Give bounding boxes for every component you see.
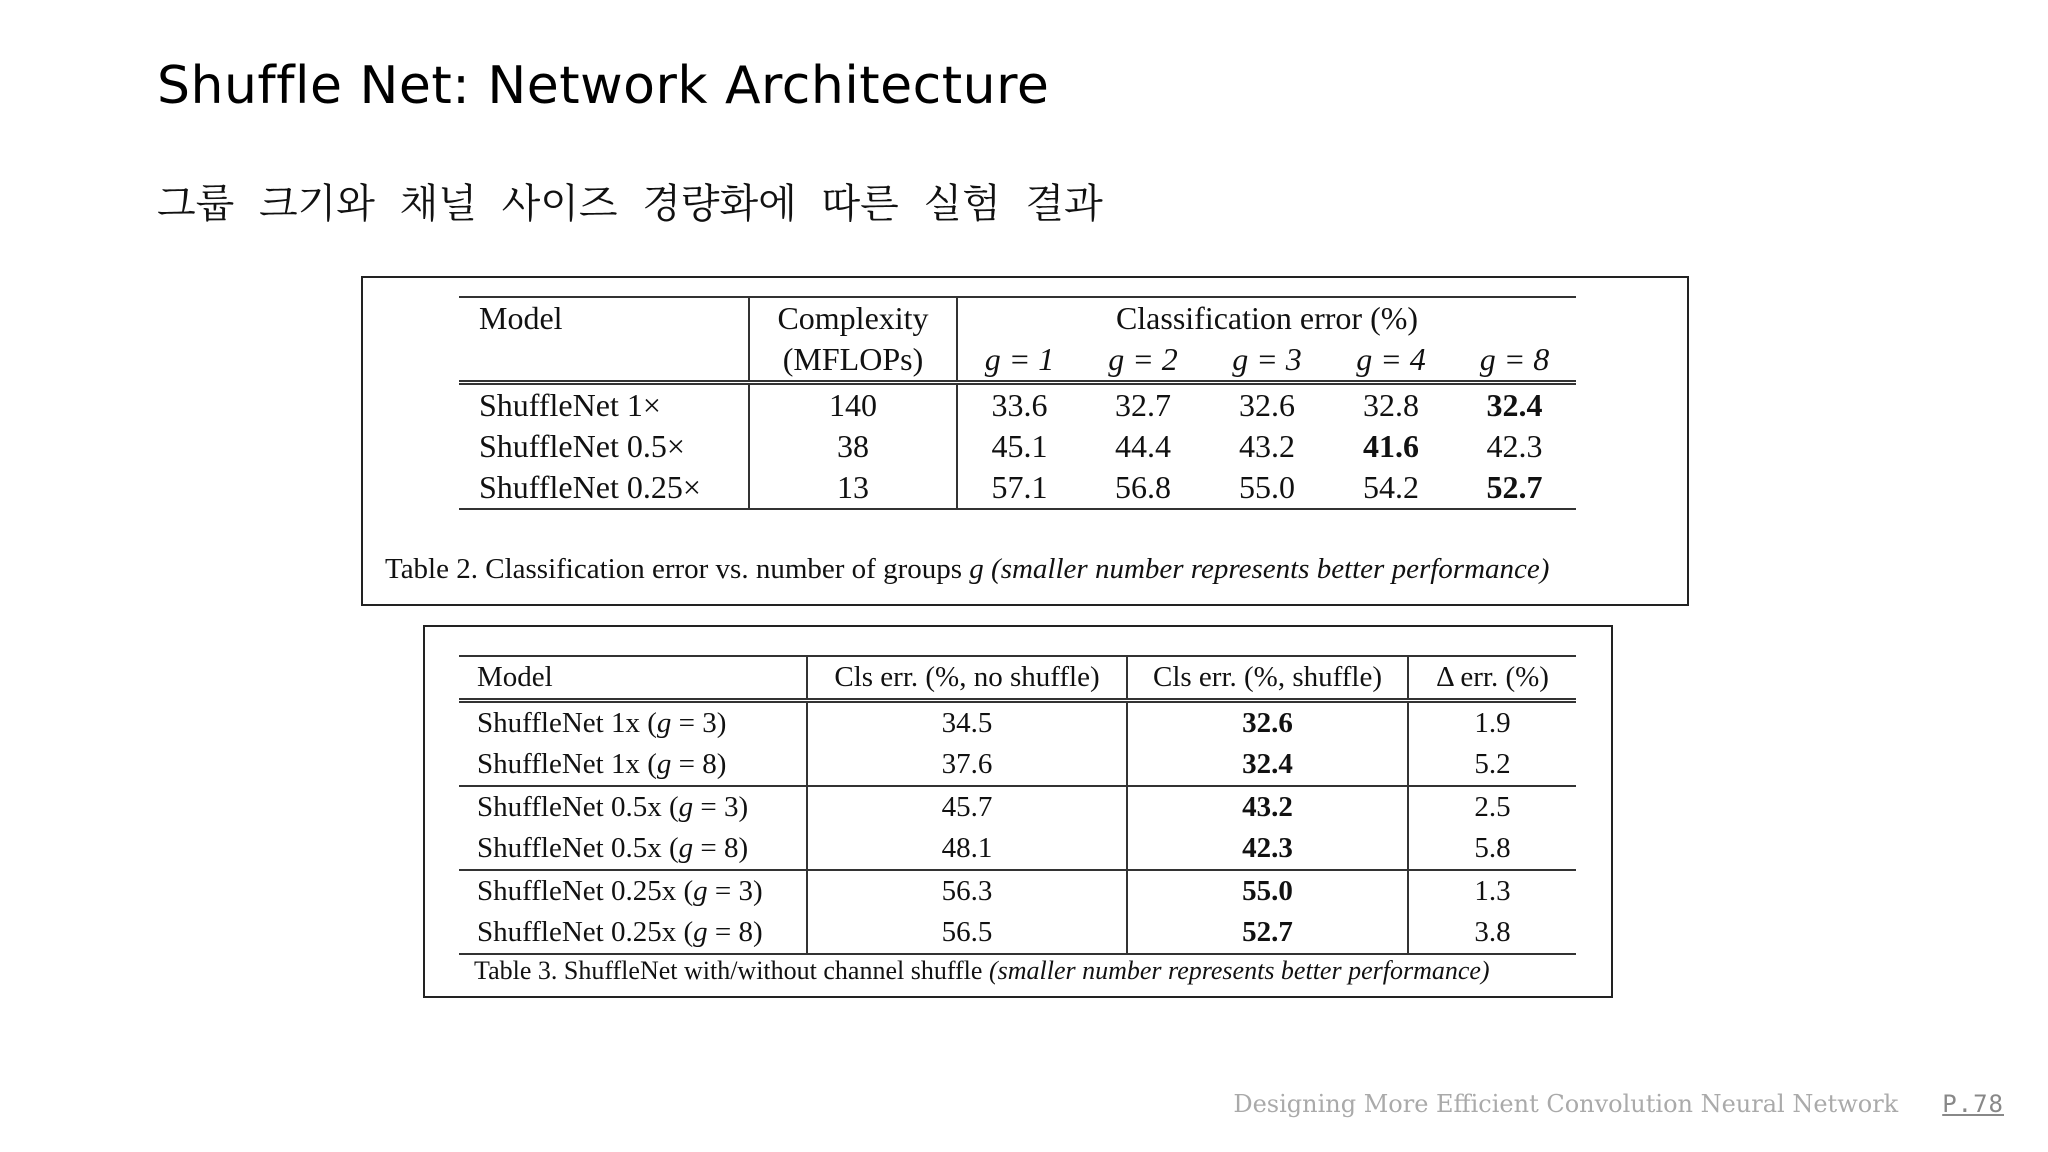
table2-error: 45.1: [991, 428, 1048, 464]
slide-footer: [1233, 1090, 2004, 1118]
table2-error: 54.2: [1329, 467, 1453, 509]
table-row: [459, 383, 1576, 427]
table3-no-shuffle: 37.6: [807, 744, 1127, 786]
slide-subtitle: 그룹 크기와 채널 사이즈 경량화에 따른 실험 결과: [157, 181, 1103, 227]
table2-model: ShuffleNet 0.25×: [459, 467, 749, 509]
course-title: Designing More Efficient Convolution Neural Network: [1233, 1090, 1899, 1118]
table2-error: 32.8: [1363, 387, 1419, 423]
table2-error-best: 41.6: [1363, 428, 1419, 464]
table3-shuffle: 42.3: [1242, 832, 1293, 864]
table3-model: ShuffleNet 0.25x (g = 8): [459, 912, 807, 954]
table3-model: ShuffleNet 1x (g = 3): [459, 701, 807, 745]
table3-no-shuffle: 45.7: [807, 786, 1127, 828]
table2-complexity: 13: [749, 467, 957, 509]
table2-error: 43.2: [1239, 428, 1295, 464]
table3-no-shuffle: 56.5: [807, 912, 1127, 954]
table-row: [459, 744, 1576, 786]
table3-model: ShuffleNet 0.5x (g = 3): [459, 786, 807, 828]
table2-error: 44.4: [1115, 428, 1171, 464]
table3-delta: 2.5: [1474, 791, 1511, 823]
table3-shuffle: 52.7: [1242, 916, 1293, 948]
table-row: [459, 912, 1576, 954]
slide-title: Shuffle Net: Network Architecture: [157, 56, 1050, 116]
table2-header-g4: g = 4: [1329, 339, 1453, 383]
table3-delta: 5.8: [1408, 828, 1576, 870]
table2-header-g8: g = 8: [1453, 339, 1576, 383]
table2-header-complexity: Complexity: [749, 297, 957, 339]
table2-header-mflops: (MFLOPs): [749, 339, 957, 383]
table2-error: 33.6: [991, 387, 1048, 423]
table3-delta: 1.3: [1474, 875, 1511, 907]
table3-shuffle: 32.6: [1242, 707, 1293, 739]
table3-delta: 1.9: [1474, 707, 1511, 739]
table2-complexity: 38: [749, 426, 957, 467]
table2-error: 55.0: [1205, 467, 1329, 509]
table2-model: ShuffleNet 1×: [459, 383, 749, 427]
table-row: [459, 467, 1576, 509]
table3-delta: 5.2: [1408, 744, 1576, 786]
table2-header-model: Model: [459, 297, 749, 339]
table2-error: 32.6: [1239, 387, 1295, 423]
table2-header-g3: g = 3: [1205, 339, 1329, 383]
table3-model: ShuffleNet 0.25x (g = 3): [459, 870, 807, 912]
table2-error: 42.3: [1486, 428, 1543, 464]
table2-error: 56.8: [1081, 467, 1205, 509]
table3-no-shuffle: 48.1: [807, 828, 1127, 870]
table3-no-shuffle: 34.5: [807, 701, 1127, 745]
table3-model: ShuffleNet 1x (g = 8): [459, 744, 807, 786]
table2-header-cls-error: Classification error (%): [957, 297, 1576, 339]
table2-error: 57.1: [957, 467, 1081, 509]
table3-caption: Table 3. ShuffleNet with/without channel shuffle (smaller number represents better performance): [474, 956, 1490, 985]
table-row: [459, 828, 1576, 870]
table3-header-shuffle: Cls err. (%, shuffle): [1127, 656, 1408, 701]
table-row: [459, 701, 1576, 745]
table3-shuffle: 43.2: [1242, 791, 1293, 823]
table3-header-no-shuffle: Cls err. (%, no shuffle): [807, 656, 1127, 701]
table2-error: 32.7: [1115, 387, 1171, 423]
table2-model: ShuffleNet 0.5×: [459, 426, 749, 467]
table3-figure: [423, 625, 1613, 998]
table2-header-g2: g = 2: [1081, 339, 1205, 383]
table3-delta: 3.8: [1408, 912, 1576, 954]
table3: [459, 655, 1576, 955]
table2-figure: [361, 276, 1689, 606]
table3-shuffle: 32.4: [1242, 748, 1293, 780]
table2-header-g1: g = 1: [957, 339, 1081, 383]
table2-complexity: 140: [749, 383, 957, 427]
page-number: P.78: [1942, 1090, 2004, 1118]
table-row: [459, 870, 1576, 912]
table2-error-best: 32.4: [1486, 387, 1543, 423]
table3-header-model: Model: [459, 656, 807, 701]
table3-model: ShuffleNet 0.5x (g = 8): [459, 828, 807, 870]
table3-shuffle: 55.0: [1242, 875, 1293, 907]
table2-error-best: 52.7: [1486, 469, 1543, 505]
table2: [459, 296, 1576, 510]
table-row: [459, 786, 1576, 828]
table3-header-delta: Δ err. (%): [1408, 656, 1576, 701]
table2-header-model-blank: [459, 339, 749, 383]
table2-caption: Table 2. Classification error vs. number of groups g (smaller number represents better performance): [385, 553, 1550, 585]
table-row: [459, 426, 1576, 467]
table3-no-shuffle: 56.3: [807, 870, 1127, 912]
